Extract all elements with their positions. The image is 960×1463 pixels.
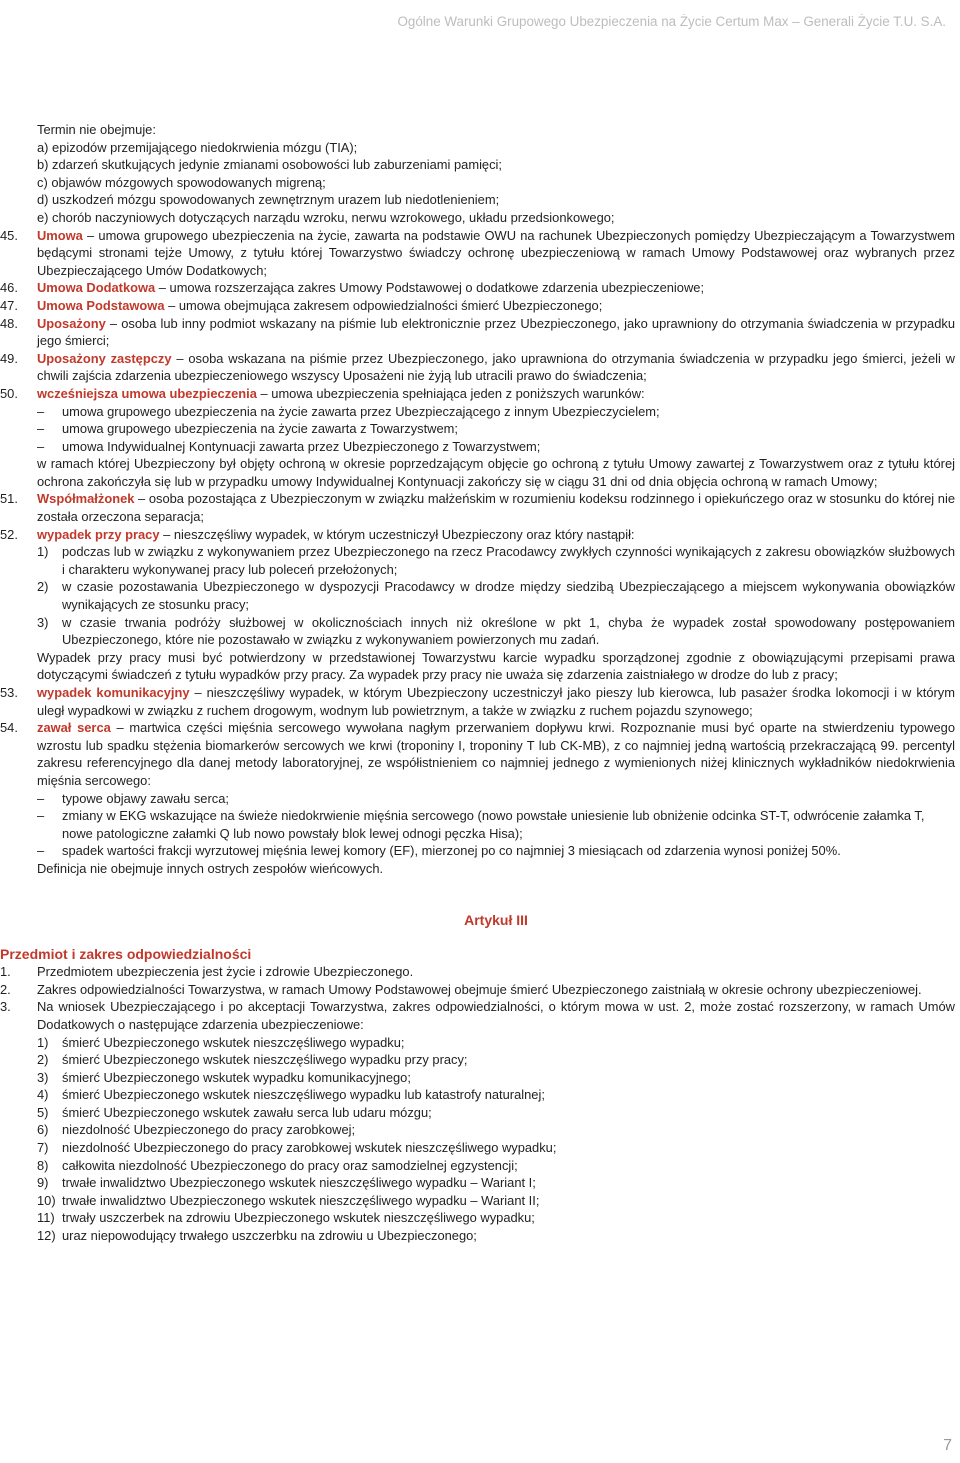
definition-text: – martwica części mięśnia sercowego wywołana nagłym przerwaniem dopływu krwi. Rozpoznanie musi być oparte na stwierdzeniu typowego wzrostu lub spadku stężenia biomarkerów sercowych we krwi (troponiny I, troponiny T lub CK-MB), z co najmniej jedną wartością przekraczającą 99. percentyl zakresu referencyjnego dla danej metody laboratoryjnej, ze współistnieniem co najmniej jednego z wymienionych niżej klinicznych wykładników niedokrwienia mięśnia sercowego: <box>37 720 956 788</box>
definition-tail: Definicja nie obejmuje innych ostrych zespołów wieńcowych. <box>37 860 384 876</box>
dash-marker: – <box>37 438 45 454</box>
item-number: 50. <box>0 385 18 401</box>
definition-text: – umowa ubezpieczenia spełniająca jeden z poniższych warunków: <box>256 385 645 401</box>
sub-number: 1) <box>37 544 49 560</box>
item-number: 49. <box>0 350 18 366</box>
item-number: 47. <box>0 297 18 313</box>
sub-number: 5) <box>37 1104 49 1120</box>
definition-48 <box>0 315 955 350</box>
sub-number: 3) <box>37 614 49 630</box>
sub-text: śmierć Ubezpieczonego wskutek zawału serca lub udaru mózgu; <box>62 1104 432 1120</box>
item-number: 51. <box>0 491 18 507</box>
sub-item <box>0 1069 955 1087</box>
definition-text: – umowa rozszerzająca zakres Umowy Podstawowej o dodatkowe zdarzenia ubezpieczeniowe; <box>155 280 705 296</box>
dash-item <box>0 438 955 456</box>
sub-text: trwałe inwalidztwo Ubezpieczonego wskutek nieszczęśliwego wypadku – Wariant I; <box>62 1175 536 1191</box>
sub-number: 4) <box>37 1087 49 1103</box>
defined-term: wypadek przy pracy <box>37 526 160 542</box>
sub-item <box>0 1157 955 1175</box>
paragraph-number: 2. <box>0 981 11 997</box>
sub-number: 6) <box>37 1122 49 1138</box>
article-paragraph <box>0 981 955 999</box>
definition-text: – osoba lub inny podmiot wskazany na piśmie lub elektronicznie przez Ubezpieczonego, jako uprawniony do otrzymania świadczenia w przypadku jego śmierci; <box>37 315 955 349</box>
sub-item <box>0 1139 955 1157</box>
defined-term: Współmałżonek <box>37 491 135 507</box>
sub-item <box>0 1174 955 1192</box>
dash-marker: – <box>37 843 45 859</box>
intro-lead: Termin nie obejmuje: <box>37 122 156 137</box>
intro-item: e) chorób naczyniowych dotyczących narządu wzroku, nerwu wzrokowego, układu przedsionkowego; <box>37 209 615 225</box>
paragraph-text: Na wniosek Ubezpieczającego i po akceptacji Towarzystwa, zakres odpowiedzialności, o którym mowa w ust. 2, może zostać rozszerzony, w ramach Umów Dodatkowych o następujące zdarzenia ubezpieczeniowe: <box>37 999 955 1032</box>
defined-term: wypadek komunikacyjny <box>37 685 190 700</box>
sub-number: 9) <box>37 1175 49 1191</box>
sub-number: 3) <box>37 1069 49 1085</box>
sub-item <box>0 543 955 578</box>
sub-text: całkowita niezdolność Ubezpieczonego do pracy oraz samodzielnej egzystencji; <box>62 1157 518 1173</box>
sub-number: 1) <box>37 1034 49 1050</box>
defined-term: Uposażony zastępczy <box>37 350 172 366</box>
definition-50 <box>0 385 955 403</box>
definition-tail: Wypadek przy pracy musi być potwierdzony w przedstawionej Towarzystwu karcie wypadku sporządzonej zgodnie z obowiązującymi przepisami prawa dotyczącymi świadczeń z tytułu wypadków przy pracy. Za wypadek przy pracy nie uważa się zdarzenia zaistniałego w drodze do lub z pracy; <box>37 649 955 683</box>
sub-number: 10) <box>37 1192 56 1208</box>
dash-item <box>0 420 955 438</box>
item-number: 48. <box>0 315 18 331</box>
sub-item <box>0 1192 955 1210</box>
paragraph-text: Zakres odpowiedzialności Towarzystwa, w ramach Umowy Podstawowej obejmuje śmierć Ubezpieczonego zaistniałą w okresie ochrony ubezpieczeniowej. <box>37 981 922 997</box>
defined-term: wcześniejsza umowa ubezpieczenia <box>37 385 257 401</box>
paragraph-text: Przedmiotem ubezpieczenia jest życie i zdrowie Ubezpieczonego. <box>37 964 414 980</box>
sub-number: 8) <box>37 1157 49 1173</box>
sub-text: trwałe inwalidztwo Ubezpieczonego wskutek nieszczęśliwego wypadku – Wariant II; <box>62 1192 540 1208</box>
defined-term: Umowa <box>37 227 83 243</box>
sub-text: śmierć Ubezpieczonego wskutek nieszczęśliwego wypadku; <box>62 1034 405 1050</box>
intro-item: b) zdarzeń skutkujących jedynie zmianami osobowości lub zaburzeniami pamięci; <box>37 157 502 173</box>
sub-number: 2) <box>37 1052 49 1068</box>
sub-number: 11) <box>37 1210 55 1226</box>
intro-item: c) objawów mózgowych spowodowanych migreną; <box>37 174 326 190</box>
sub-number: 7) <box>37 1140 49 1156</box>
dash-text: umowa grupowego ubezpieczenia na życie zawarta przez Ubezpieczającego z innym Ubezpieczycielem; <box>62 403 660 419</box>
dash-text: zmiany w EKG wskazujące na świeże niedokrwienie mięśnia sercowego (nowo powstałe uniesienie lub obniżenie odcinka ST-T, odwrócenie załamka T, nowe patologiczne załamki Q lub nowo powstały blok lewej odnogi pęczka Hisa); <box>62 808 925 841</box>
definition-text: – nieszczęśliwy wypadek, w którym uczestniczył Ubezpieczony oraz który nastąpił: <box>159 526 635 542</box>
sub-item <box>0 1051 955 1069</box>
document-body <box>0 121 955 1245</box>
definition-tail: w ramach której Ubezpieczony był objęty ochroną w okresie poprzedzającym objęcie go ochroną z tytułu Umowy zawartej z Towarzystwem oraz z tytułu której ochrona zakończyła się lub w przypadku umowy Indywidualnej Kontynuacji zakończy się w ciągu 31 dni od dnia objęcia ochroną w ramach Umowy; <box>37 456 955 489</box>
sub-item <box>0 1034 955 1052</box>
sub-text: w czasie pozostawania Ubezpieczonego w dyspozycji Pracodawcy w drodze między siedzibą Ubezpieczającego a miejscem wykonywania obowiązków wynikających ze stosunku pracy; <box>62 579 955 613</box>
dash-text: umowa Indywidualnej Kontynuacji zawarta przez Ubezpieczonego z Towarzystwem; <box>62 438 541 454</box>
item-number: 54. <box>0 720 18 736</box>
article-heading: Artykuł III <box>464 911 528 928</box>
item-number: 45. <box>0 227 18 243</box>
sub-item <box>0 1227 955 1245</box>
dash-text: umowa grupowego ubezpieczenia na życie zawarta z Towarzystwem; <box>62 421 458 437</box>
definition-47 <box>0 297 955 315</box>
definition-text: – umowa obejmująca zakresem odpowiedzialności śmierć Ubezpieczonego; <box>164 297 603 313</box>
definition-text: – umowa grupowego ubezpieczenia na życie, zawarta na podstawie OWU na rachunek Ubezpieczonych pomiędzy Ubezpieczającym a Towarzystwem będącymi stronami tejże Umowy, z tytułu której Towarzystwo świadczy ochronę ubezpieczeniową w ramach Umowy Podstawowej oraz wybranych przez Ubezpieczającego Umów Dodatkowych; <box>37 227 955 278</box>
definition-54 <box>0 719 955 789</box>
definition-53 <box>0 684 955 719</box>
item-number: 46. <box>0 280 18 296</box>
definition-52 <box>0 526 955 544</box>
paragraph-number: 1. <box>0 964 11 980</box>
dash-item <box>0 790 955 808</box>
article-paragraph <box>0 998 955 1033</box>
intro-item: d) uszkodzeń mózgu spowodowanych zewnętrznym urazem lub niedotlenieniem; <box>37 192 500 208</box>
intro-item: a) epizodów przemijającego niedokrwienia mózgu (TIA); <box>37 139 358 155</box>
sub-text: niezdolność Ubezpieczonego do pracy zarobkowej wskutek nieszczęśliwego wypadku; <box>62 1140 557 1156</box>
dash-item <box>0 842 955 860</box>
defined-term: Umowa Dodatkowa <box>37 280 156 296</box>
sub-text: śmierć Ubezpieczonego wskutek nieszczęśliwego wypadku lub katastrofy naturalnej; <box>62 1087 545 1103</box>
sub-item <box>0 1121 955 1139</box>
sub-text: podczas lub w związku z wykonywaniem przez Ubezpieczonego na rzecz Pracodawcy zwykłych czynności wynikających z zakresu obowiązków służbowych i charakteru wykonywanej pracy lub poleceń przełożonych; <box>62 544 955 577</box>
sub-item <box>0 614 955 649</box>
dash-marker: – <box>37 790 45 806</box>
defined-term: Umowa Podstawowa <box>37 297 165 313</box>
sub-item <box>0 1104 955 1122</box>
item-number: 52. <box>0 526 18 542</box>
article-paragraph <box>0 963 955 981</box>
dash-marker: – <box>37 403 45 419</box>
definition-text: – nieszczęśliwy wypadek, w którym Ubezpieczony uczestniczył jako pieszy lub kierowca, lub pasażer środka lokomocji i w którym uległ wypadkowi w związku z ruchem drogowym, wodnym lub powietrznym, a także w związku z ruchem pojazdu szynowego; <box>37 685 955 718</box>
sub-number: 12) <box>37 1228 56 1244</box>
page-header: Ogólne Warunki Grupowego Ubezpieczenia na Życie Certum Max – Generali Życie T.U. S.A. <box>397 14 946 29</box>
sub-item <box>0 1086 955 1104</box>
dash-item <box>0 807 955 842</box>
item-number: 53. <box>0 685 18 700</box>
page-number: 7 <box>943 1437 952 1454</box>
dash-text: typowe objawy zawału serca; <box>62 790 229 806</box>
definition-text: – osoba pozostająca z Ubezpieczonym w związku małżeńskim w rozumieniu kodeksu rodzinnego i opiekuńczego oraz w stosunku do której nie została orzeczona separacja; <box>37 491 955 525</box>
section-heading: Przedmiot i zakres odpowiedzialności <box>0 946 252 963</box>
sub-item <box>0 1209 955 1227</box>
defined-term: Uposażony <box>37 315 106 331</box>
dash-item <box>0 403 955 421</box>
dash-marker: – <box>37 808 45 824</box>
defined-term: zawał serca <box>37 720 111 736</box>
dash-marker: – <box>37 421 45 437</box>
paragraph-number: 3. <box>0 999 11 1015</box>
definition-49 <box>0 350 955 385</box>
sub-text: niezdolność Ubezpieczonego do pracy zarobkowej; <box>62 1122 356 1138</box>
definition-45 <box>0 227 955 280</box>
dash-text: spadek wartości frakcji wyrzutowej mięśnia lewej komory (EF), mierzonej po co najmniej 3 miesiącach od zdarzenia wynosi poniżej 50%. <box>62 843 841 859</box>
sub-text: w czasie trwania podróży służbowej w okolicznościach innych niż określone w pkt 1, chyba że wypadek został spowodowany postępowaniem Ubezpieczonego, które nie pozostawało w związku z wykonywaniem powierzonych mu zadań. <box>62 614 955 648</box>
sub-text: śmierć Ubezpieczonego wskutek wypadku komunikacyjnego; <box>62 1069 411 1085</box>
sub-number: 2) <box>37 579 49 595</box>
sub-text: uraz niepowodujący trwałego uszczerbku na zdrowiu u Ubezpieczonego; <box>62 1228 477 1244</box>
definition-text: – osoba wskazana na piśmie przez Ubezpieczonego, jako uprawniona do otrzymania świadczenia w przypadku jego śmierci, jeżeli w chwili zajścia zdarzenia ubezpieczeniowego wszyscy Uposażeni nie żyją lub utracili prawo do świadczenia; <box>37 350 955 384</box>
definition-51 <box>0 490 955 525</box>
sub-item <box>0 578 955 613</box>
definition-46 <box>0 279 955 297</box>
sub-text: trwały uszczerbek na zdrowiu Ubezpieczonego wskutek nieszczęśliwego wypadku; <box>62 1210 535 1226</box>
sub-text: śmierć Ubezpieczonego wskutek nieszczęśliwego wypadku przy pracy; <box>62 1052 468 1068</box>
